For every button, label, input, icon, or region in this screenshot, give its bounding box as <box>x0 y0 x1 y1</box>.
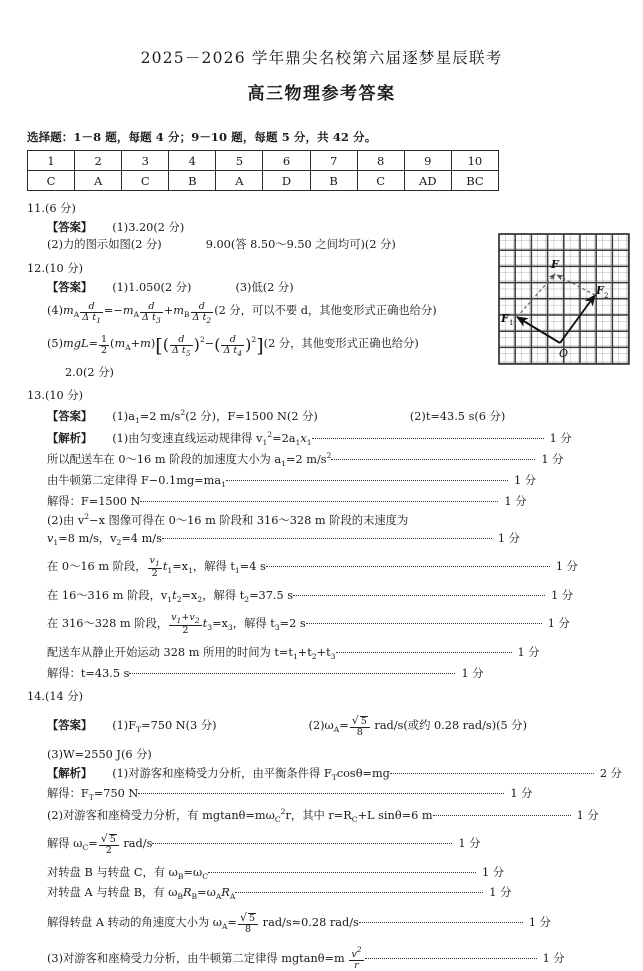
q14-s7-pre: 解得转盘 A 转动的角速度大小为 ω <box>47 915 223 929</box>
q13-s3-text: 由牛顿第二定律得 F−0.1mg=ma <box>47 474 222 488</box>
table-cell-num: 3 <box>122 151 169 171</box>
q12-a5-paren-close: ) <box>150 336 156 350</box>
q12-a4-mB: m <box>173 303 184 317</box>
q13-solution-step-5: (2)由 $v^2-x$ 图像可得在 0～16 m 阶段和 316～328 m 阶段的末速度为 <box>47 511 409 527</box>
q14-s4-frac: $\frac{√ 5}{2}$ <box>99 833 119 856</box>
table-cell-num: 1 <box>28 151 75 171</box>
exam-title-line2: 高三物理参考答案 <box>247 84 396 104</box>
label-F2-sub: 2 <box>604 292 609 300</box>
q14-answer-line-3: (3)W=2550 J(6 分) <box>47 748 152 762</box>
q14-solution-step-3: (2)对游客和座椅受力分析，有 $mgtan\theta=m\omega_C^2r$，其中 $r=R_C+L$ sinθ=6 m 1 分 <box>47 806 599 824</box>
q13-s4-text: 解得：F=1500 N <box>47 494 141 508</box>
q12-a4-frac1: $\frac{d}{\Delta t_1}$ <box>82 300 101 325</box>
q12-a5-mA-sub: A <box>125 342 131 352</box>
table-cell-answer: A <box>216 171 263 191</box>
q12-answer-line-5: (5)mgL= $\frac{1}{2}$ $(m_A+m)$[( $\frac{d}{\Delta t_5}$ )$^2$−( $\frac{d}{\Delta t_4}$ )$^2$](2 分，其他变形式正确也给分) <box>47 333 419 358</box>
solution-tag: 【解析】 <box>47 765 93 780</box>
q13-t3-score: 1 分 <box>547 617 570 631</box>
q14-s3-text: (2)对游客和座椅受力分析，有 mgtanθ=mω <box>47 808 275 822</box>
answer-tag: 【答案】 <box>47 409 93 424</box>
q14-solution-step-7: 解得转盘 A 转动的角速度大小为 $\omega_A=$ $\frac{√ 5}{8}$ rad/s≈0.28 rad/s 1 分 <box>47 910 551 935</box>
solution-tag: 【解析】 <box>47 430 93 445</box>
q12-a5-eq: = <box>88 336 98 350</box>
q13-final-score: 1 分 <box>461 667 484 681</box>
q14-s1-text: (1)对游客和座椅受力分析，由平衡条件得 F <box>112 766 332 780</box>
q14-solution-step-6: 对转盘 A 与转盘 B，有 $\omega_BR_B=\omega_AR_A$ 1 分 <box>47 886 512 902</box>
q13-s1-text: (1)由匀变速直线运动规律得 v <box>112 431 263 445</box>
q13-answer-line: 【答案】 $(1)a_1=2$ $m/s^2(2$ 分)，F=1500 N(2 分) (2)t=43.5 s(6 分) <box>47 408 506 426</box>
q14-solution-step-5: 对转盘 B 与转盘 C，有 $\omega_B=\omega_C$ 1 分 <box>47 865 505 881</box>
table-cell-num: 10 <box>451 151 498 171</box>
table-cell-num: 9 <box>404 151 451 171</box>
q14-s5-score: 1 分 <box>482 865 505 879</box>
q12-a4-dt1: Δ $t_1$ <box>82 311 101 325</box>
q14-s8-score: 1 分 <box>542 952 565 966</box>
q13-s6-score: 1 分 <box>497 532 520 546</box>
q12-a4-plus: + <box>163 303 174 317</box>
answer-tag: 【答案】 <box>47 220 93 234</box>
label-F2: F <box>596 284 604 297</box>
q14-solution-step-2: 解得：$F_T=750$ N 1 分 <box>47 787 533 803</box>
question-13-block <box>27 387 643 679</box>
table-cell-answer: C <box>122 171 169 191</box>
question-14-block <box>27 688 643 971</box>
q12-a5-plus: + <box>130 336 141 350</box>
q14-answer-line-1: 【答案】 $(1)F_T=750$ N(3 分) $(2)\omega_A=$ $\frac{√ 5}{8}$ rad/s(或约 0.28 rad/s)(5 分) <box>47 714 527 739</box>
q12-a4-mA-sub: A <box>73 309 80 319</box>
q13-t1-score: 1 分 <box>555 559 578 573</box>
q13-solution-step-total: 配送车从静止开始运动 328 m 所用的时间为 $t=t_1+t_2+t_3$ 1 分 <box>47 646 540 662</box>
q13-s3-score: 1 分 <box>513 474 537 488</box>
table-row-question-numbers <box>28 151 499 171</box>
q13-total-score: 1 分 <box>517 646 540 660</box>
q13-s4-score: 1 分 <box>504 494 527 508</box>
table-cell-answer: AD <box>404 171 451 191</box>
answer-tag: 【答案】 <box>47 718 93 733</box>
q14-s4-score: 1 分 <box>458 836 481 850</box>
q14-s6-score: 1 分 <box>489 886 512 900</box>
q12-a5-prefix: (5) <box>47 336 64 350</box>
q12-a4-note: (2 分，可以不要 d，其他变形式正确也给分) <box>214 303 437 317</box>
q12-a4-prefix: (4) <box>47 303 64 317</box>
q12-a5-mA: m <box>114 336 126 350</box>
table-cell-answer: BC <box>451 171 498 191</box>
q12-a4-eq: = <box>103 303 114 317</box>
q12-a5-half: $\frac{1}{2}$ <box>100 333 108 356</box>
force-vector-grid-figure <box>497 232 637 374</box>
table-cell-num: 6 <box>263 151 310 171</box>
q14-s2-score: 1 分 <box>510 787 533 801</box>
q12-a5-frac1: $\frac{d}{\Delta t_5}$ <box>171 333 191 358</box>
q14-s8-pre: (3)对游客和座椅受力分析，由牛顿第二定律得 mgtanθ=m <box>47 952 349 966</box>
q14-a1-val: =750 N(3 分) <box>141 719 217 733</box>
table-cell-num: 7 <box>310 151 357 171</box>
q14-solution-step-4: 解得 $\omega_C=$ $\frac{√ 5}{2}$ rad/s 1 分 <box>47 831 481 856</box>
q14-solution-step-8 <box>27 946 643 971</box>
q14-heading: 14.(14 分) <box>27 690 84 704</box>
force-diagram-svg <box>497 232 637 374</box>
q12-a4-frac3: $\frac{d}{\Delta t_2}$ <box>192 300 212 325</box>
label-F1: F <box>501 312 509 325</box>
q12-a5-value: 2.0(2 分) <box>65 365 114 379</box>
q13-solution-step-t3: 在 316～328 m 阶段， $\frac{v_1+v_2}{2}$ $t_3=x_3$，解得 $t_3=2$ s 1 分 <box>47 612 570 637</box>
q13-t3-frac: $\frac{v_1+v_2}{2}$ <box>171 612 200 637</box>
q13-a1-val: =2 m/s <box>139 410 181 424</box>
table-cell-answer: B <box>310 171 357 191</box>
q12-a5-paren-open: ( <box>110 336 115 350</box>
q13-solution-step-t1: 在 0～16 m 阶段， $\frac{v_1}{2}$ $t_1=x_1$，解得 $t_1=4$ s 1 分 <box>47 554 578 579</box>
q12-a5-note: (2 分，其他变形式正确也给分) <box>263 336 419 350</box>
q13-solution-step-4 <box>27 495 643 507</box>
q14-s3-score: 1 分 <box>576 808 599 822</box>
table-cell-answer: B <box>169 171 216 191</box>
q13-solution-step-3: 由牛顿第二定律得 $F-0.1mg=ma_1$ 1 分 <box>47 474 537 490</box>
q12-a5-m: m <box>140 336 151 350</box>
q14-a2-frac: $\frac{√ 5}{8}$ <box>350 715 370 738</box>
q13-t1-pre: 在 0～16 m 阶段， <box>47 559 147 573</box>
q14-s6-text: 对转盘 A 与转盘 B，有 ω <box>47 886 178 900</box>
q13-heading: 13.(10 分) <box>27 389 84 403</box>
q13-t2-score: 1 分 <box>551 588 574 602</box>
q14-s7-score: 1 分 <box>528 915 551 929</box>
table-cell-answer: C <box>357 171 404 191</box>
q12-a4-frac2: $\frac{d}{\Delta t_3}$ <box>142 300 161 325</box>
q13-s1-score: 1 分 <box>549 431 572 445</box>
answer-sheet-page <box>0 46 643 971</box>
q14-a2-pre: (2)ω <box>308 719 334 733</box>
q12-a5-frac2: $\frac{d}{\Delta t_4}$ <box>223 333 243 358</box>
multiple-choice-lead: 选择题：1－8 题，每题 4 分；9－10 题，每题 5 分，共 42 分。 <box>27 130 377 144</box>
q12-a5-pow2: 2 <box>251 334 257 344</box>
q13-a2: (2)t=43.5 s(6 分) <box>409 410 506 424</box>
q12-a5-minus: − <box>204 336 215 350</box>
q11-a1: (1)3.20(2 分) <box>112 221 185 234</box>
q13-solution-step-t2: 在 16～316 m 阶段，$v_1t_2=x_2$，解得 $t_2=37.5$ s 1 分 <box>47 588 574 604</box>
q12-a1: (1)1.050(2 分) <box>112 280 192 294</box>
q13-solution-step-6: $v_1=8$ m/s，$v_2=4$ m/s 1 分 <box>47 532 520 548</box>
q11-a2-right: 9.00(答 8.50～9.50 之间均可)(2 分) <box>205 238 396 252</box>
answer-table <box>27 150 499 191</box>
q13-s2-score: 1 分 <box>541 453 564 467</box>
q12-a5-mgL: mgL <box>63 336 89 350</box>
q12-a4-minus: − <box>113 303 123 317</box>
q13-a1-pts: (2 分)，F=1500 N(2 分) <box>185 410 318 424</box>
table-cell-num: 4 <box>169 151 216 171</box>
q13-solution-step-2: 所以配送车在 0～16 m 阶段的加速度大小为 $a_1=2$ $m/s^2$ 1 分 <box>47 451 564 469</box>
table-cell-answer: A <box>75 171 122 191</box>
q13-solution-step-1: 【解析】 (1)由匀变速直线运动规律得 $v_1^2=2a_1x_1$ 1 分 <box>47 429 572 447</box>
label-F: F <box>551 258 559 271</box>
q13-solution-step-final <box>27 667 643 679</box>
table-row-answers <box>28 171 499 191</box>
q13-s2-text: 所以配送车在 0～16 m 阶段的加速度大小为 a <box>47 453 282 467</box>
q12-a4-mA: m <box>63 303 74 317</box>
q14-a2-unit: rad/s(或约 0.28 rad/s)(5 分) <box>370 719 527 733</box>
label-O: O <box>559 347 569 360</box>
exam-title-line1: 2025－2026 学年鼎尖名校第六届逐梦星辰联考 <box>140 49 503 67</box>
table-cell-answer: C <box>28 171 75 191</box>
q14-s4-pre: 解得 ω <box>47 836 83 850</box>
q13-t3-pre: 在 316～328 m 阶段， <box>47 617 169 631</box>
q14-s7-frac: $\frac{√ 5}{8}$ <box>238 912 258 935</box>
q14-s5-text: 对转盘 B 与转盘 C，有 ω <box>47 865 178 879</box>
q11-heading: 11.(6 分) <box>27 202 76 215</box>
q13-total-pre: 配送车从静止开始运动 328 m 所用的时间为 t=t <box>47 646 293 660</box>
q12-a3: (3)低(2 分) <box>235 280 294 294</box>
q13-t1-frac: $\frac{v_1}{2}$ <box>149 554 160 579</box>
q12-a5-pow: 2 <box>199 334 205 344</box>
table-cell-answer: D <box>263 171 310 191</box>
q13-final-text: 解得：t=43.5 s <box>47 667 130 681</box>
table-cell-num: 2 <box>75 151 122 171</box>
q12-heading: 12.(10 分) <box>27 261 84 275</box>
table-cell-num: 8 <box>357 151 404 171</box>
answer-tag: 【答案】 <box>47 279 93 294</box>
q13-s5-text: (2)由 v <box>47 513 85 527</box>
q14-a1-pre: (1)F <box>112 719 137 733</box>
q12-a4-mA2-sub: A <box>133 309 140 319</box>
q11-a2-left: (2)力的图示如图(2 分) <box>47 238 162 252</box>
q14-s2-text: 解得：F <box>47 787 89 801</box>
q14-s1-score: 2 分 <box>599 766 622 780</box>
table-cell-num: 5 <box>216 151 263 171</box>
q14-solution-step-1: 【解析】 (1)对游客和座椅受力分析，由平衡条件得 $F_T\cos\theta=mg$ 2 分 <box>47 765 622 782</box>
q12-a4-mB-sub: B <box>183 309 190 319</box>
q14-s8-frac: $\frac{v^2}{r}$ <box>351 945 362 971</box>
q12-a4-mA2: m <box>122 303 134 317</box>
q13-t2-pre: 在 16～316 m 阶段，v <box>47 588 168 602</box>
q13-s6-text: v <box>47 532 54 546</box>
q13-a1-pre: (1)a <box>112 410 135 424</box>
label-F1-sub: 1 <box>509 319 514 327</box>
